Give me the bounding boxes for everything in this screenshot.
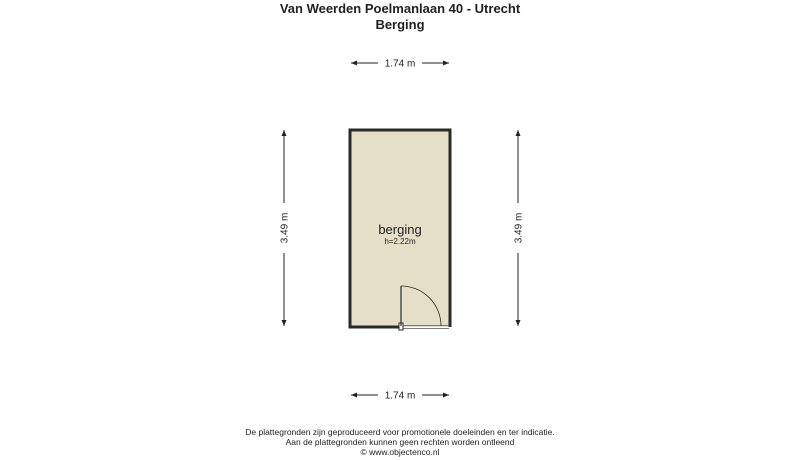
dimension-right <box>514 130 525 326</box>
room-name-label: berging <box>378 222 422 237</box>
room-berging <box>350 130 450 330</box>
dimension-left-label: 3.49 m <box>279 212 291 244</box>
dimension-left <box>280 130 291 326</box>
dimension-bottom-label: 1.74 m <box>384 390 416 402</box>
dimension-top-label: 1.74 m <box>384 58 416 70</box>
copyright-line: © www.objectenco.nl <box>360 447 440 457</box>
room-height-label: h=2.22m <box>384 237 416 246</box>
dimension-top <box>351 59 449 70</box>
plan-subtitle: Berging <box>375 17 425 32</box>
disclaimer-line-1: De plattegronden zijn geproduceerd voor promotionele doeleinden en ter indicatie. <box>245 427 555 437</box>
dimension-right-label: 3.49 m <box>513 212 525 244</box>
dimension-bottom <box>351 391 449 402</box>
disclaimer-line-2: Aan de plattegronden kunnen geen rechten worden ontleend <box>285 437 515 447</box>
plan-title: Van Weerden Poelmanlaan 40 - Utrecht <box>279 1 521 16</box>
